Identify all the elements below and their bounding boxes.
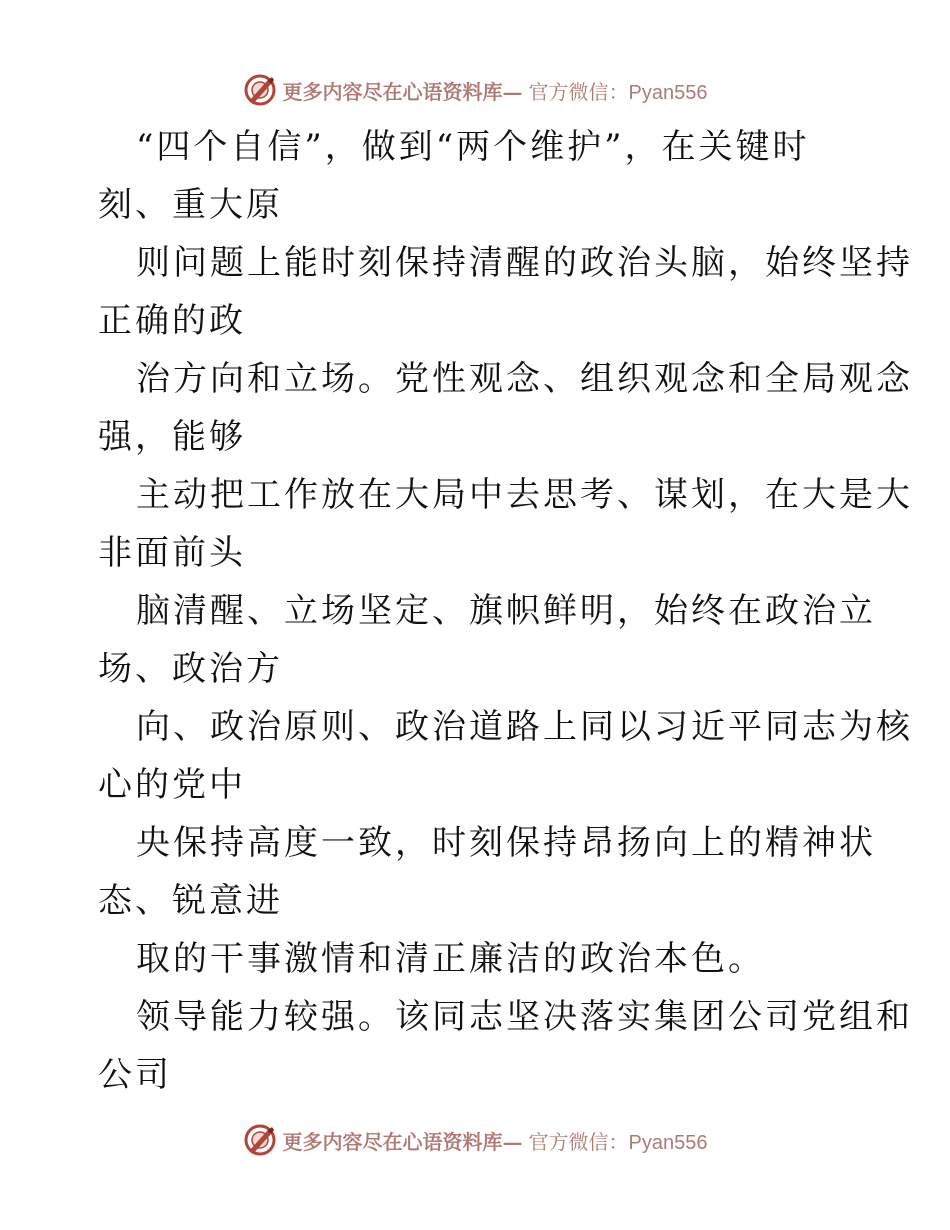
banner-wechat-text: 官方微信：Pyan556 [528,1131,708,1154]
text-line: 主动把工作放在大局中去思考、谋划，在大是大 [136,475,913,515]
text-line: 场、政治方 [98,649,283,689]
banner-promo-text: 更多内容尽在心语资料库— [282,1129,523,1154]
text-line: 刻、重大原 [98,185,283,225]
pen-logo-icon [243,1123,277,1157]
footer-banner [0,1120,950,1160]
text-line: 向、政治原则、政治道路上同以习近平同志为核 [136,707,913,747]
text-line: 领导能力较强。该同志坚决落实集团公司党组和 [136,997,913,1037]
text-line: 央保持高度一致，时刻保持昂扬向上的精神状 [136,823,876,863]
banner-wechat-text: 官方微信：Pyan556 [528,81,708,104]
text-line: 正确的政 [98,301,246,341]
text-line: 则问题上能时刻保持清醒的政治头脑，始终坚持 [136,243,913,283]
header-banner [0,70,950,110]
document-body [98,118,913,1104]
pen-logo-icon [243,73,277,107]
text-line: 心的党中 [98,765,246,805]
text-line: 非面前头 [98,533,246,573]
text-line: 公司 [98,1055,172,1095]
banner-promo-text: 更多内容尽在心语资料库— [282,79,523,104]
text-line: 脑清醒、立场坚定、旗帜鲜明，始终在政治立 [136,591,876,631]
text-line: 治方向和立场。党性观念、组织观念和全局观念 [136,359,913,399]
text-line: “四个自信”，做到“两个维护”，在关键时 [136,127,810,167]
text-line: 取的干事激情和清正廉洁的政治本色。 [136,939,765,979]
text-line: 态、锐意进 [98,881,283,921]
text-line: 强，能够 [98,417,246,457]
